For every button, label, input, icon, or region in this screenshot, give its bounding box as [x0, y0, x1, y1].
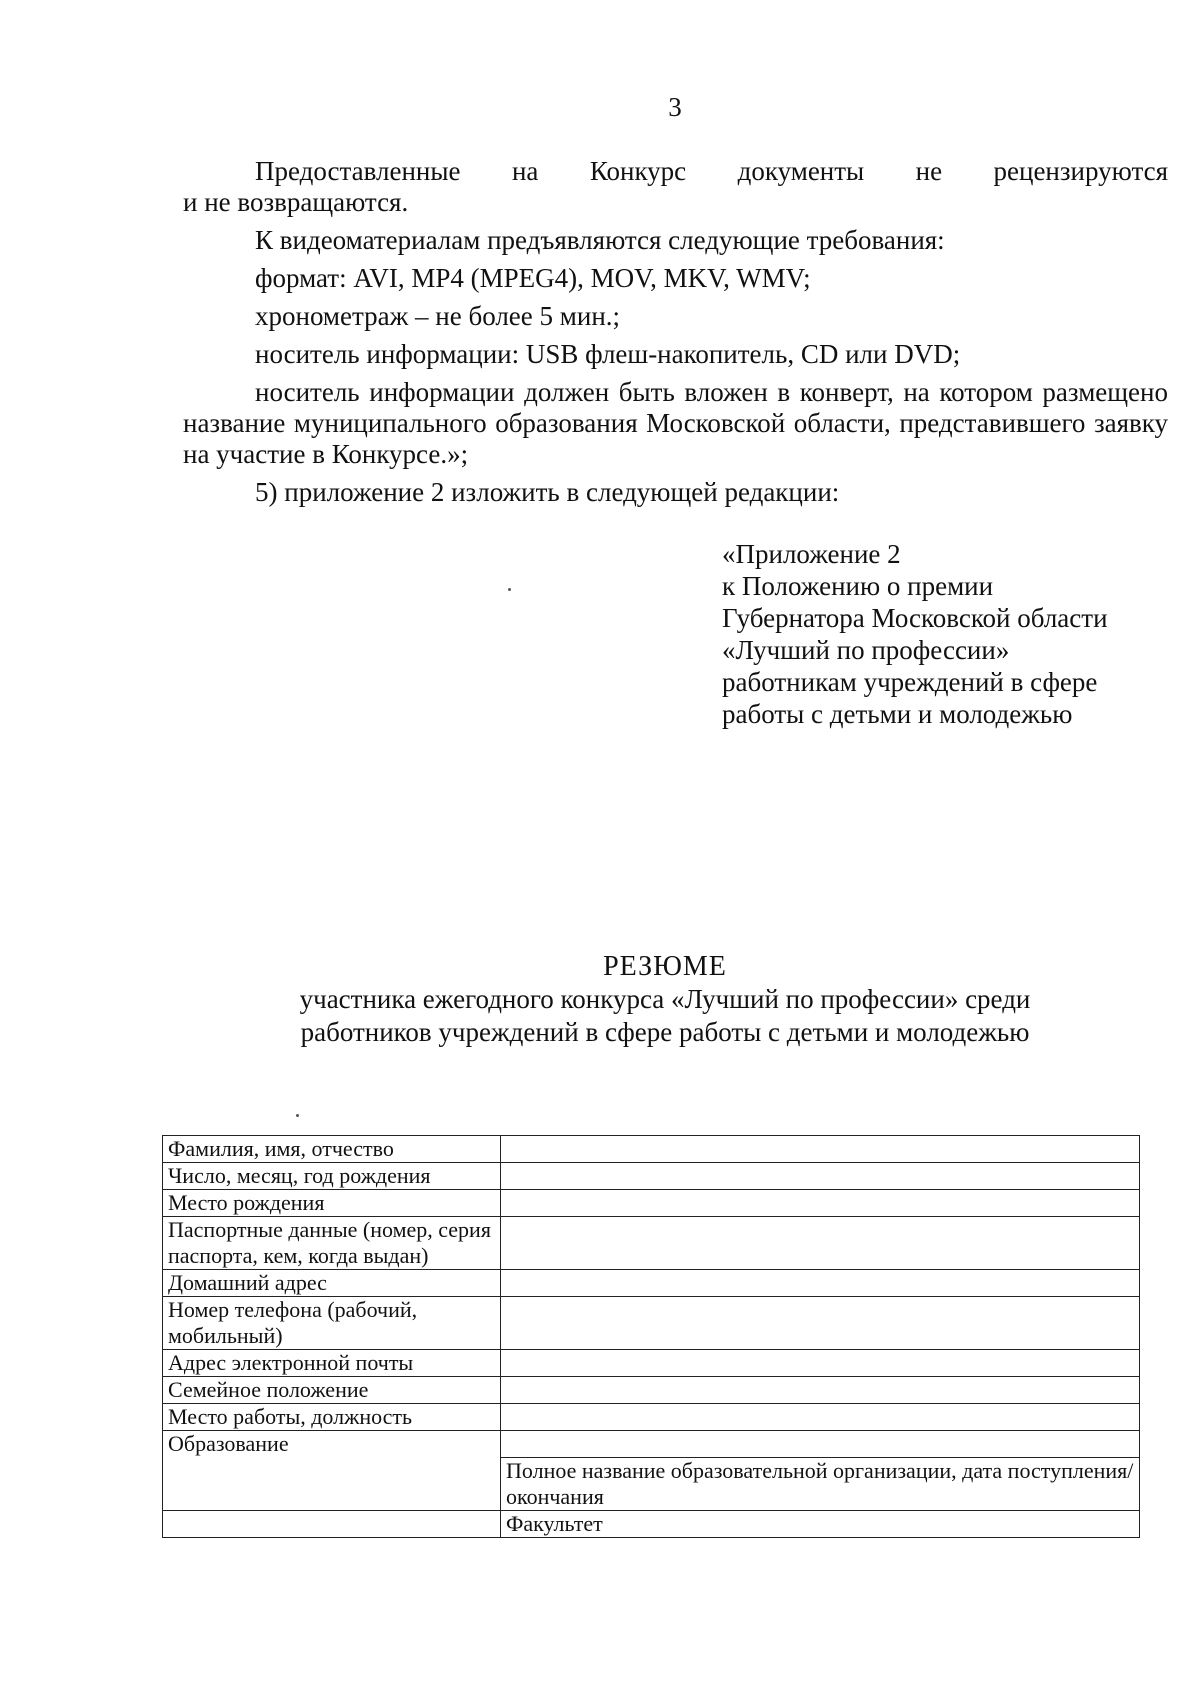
table-row	[163, 1297, 1140, 1350]
form-label: Место рождения	[163, 1190, 501, 1217]
form-label: Номер телефона (рабочий, мобильный)	[163, 1297, 501, 1350]
form-value-field[interactable]	[501, 1404, 1140, 1431]
form-label: Паспортные данные (номер, серия паспорта, кем, когда выдан)	[163, 1217, 501, 1270]
form-label	[163, 1510, 501, 1537]
table-row	[163, 1404, 1140, 1431]
resume-subtitle-line: работников учреждений в сфере работы с детьми и молодежью	[300, 1017, 1030, 1047]
form-label: Число, месяц, год рождения	[163, 1163, 501, 1190]
paragraph-envelope: носитель информации должен быть вложен в конверт, на котором размещено название муниципального образования Московской области, представившего заявку на участие в Конкурсе.»;	[183, 377, 1168, 469]
table-row	[163, 1190, 1140, 1217]
form-value-field[interactable]	[501, 1190, 1140, 1217]
paragraph-format: формат: AVI, MP4 (MPEG4), MOV, MKV, WMV;	[255, 263, 811, 293]
paragraph-video-requirements: К видеоматериалам предъявляются следующие требования:	[255, 225, 945, 255]
appendix-line: к Положению о премии	[722, 571, 994, 601]
appendix-line: работы с детьми и молодежью	[722, 699, 1073, 729]
scan-speck	[508, 588, 511, 591]
form-value-field[interactable]	[501, 1350, 1140, 1377]
form-label: Фамилия, имя, отчество	[163, 1136, 501, 1163]
form-education-institution-label: Полное название образовательной организации, дата поступления/окончания	[501, 1457, 1140, 1510]
form-value-field[interactable]	[501, 1431, 1140, 1458]
form-value-field[interactable]	[501, 1377, 1140, 1404]
body-text	[183, 156, 1168, 515]
paragraph-duration: хронометраж – не более 5 мин.;	[255, 301, 621, 331]
paragraph-appendix-edit: 5) приложение 2 изложить в следующей редакции:	[255, 477, 840, 507]
paragraph-media: носитель информации: USB флеш-накопитель, CD или DVD;	[255, 339, 961, 369]
form-label: Адрес электронной почты	[163, 1350, 501, 1377]
table-row	[163, 1350, 1140, 1377]
form-value-field[interactable]	[501, 1217, 1140, 1270]
form-label: Домашний адрес	[163, 1270, 501, 1297]
table-row	[163, 1217, 1140, 1270]
page-number: 3	[668, 92, 682, 122]
resume-title-block	[230, 950, 1100, 1049]
table-row	[163, 1136, 1140, 1163]
paragraph-documents-line2: и не возвращаются.	[183, 187, 409, 217]
form-value-field[interactable]	[501, 1297, 1140, 1350]
form-label: Образование	[163, 1431, 501, 1458]
resume-subtitle-line: участника ежегодного конкурса «Лучший по профессии» среди	[299, 984, 1031, 1014]
form-value-field[interactable]	[501, 1270, 1140, 1297]
form-label: Место работы, должность	[163, 1404, 501, 1431]
resume-form-table	[162, 1135, 1140, 1538]
scan-speck	[296, 1114, 299, 1117]
table-row	[163, 1457, 1140, 1510]
table-row	[163, 1431, 1140, 1458]
form-label	[163, 1457, 501, 1510]
appendix-header	[722, 538, 1108, 730]
table-row	[163, 1163, 1140, 1190]
form-faculty-label: Факультет	[501, 1510, 1140, 1537]
appendix-line: «Приложение 2	[722, 539, 901, 569]
appendix-line: работникам учреждений в сфере	[722, 667, 1098, 697]
paragraph-documents-line1: Предоставленные на Конкурс документы не рецензируются	[255, 156, 1168, 186]
appendix-line: «Лучший по профессии»	[722, 635, 1010, 665]
form-value-field[interactable]	[501, 1163, 1140, 1190]
form-label: Семейное положение	[163, 1377, 501, 1404]
resume-heading: РЕЗЮМЕ	[603, 951, 727, 982]
table-row	[163, 1510, 1140, 1537]
form-value-field[interactable]	[501, 1136, 1140, 1163]
appendix-line: Губернатора Московской области	[722, 603, 1108, 633]
table-row	[163, 1270, 1140, 1297]
table-row	[163, 1377, 1140, 1404]
